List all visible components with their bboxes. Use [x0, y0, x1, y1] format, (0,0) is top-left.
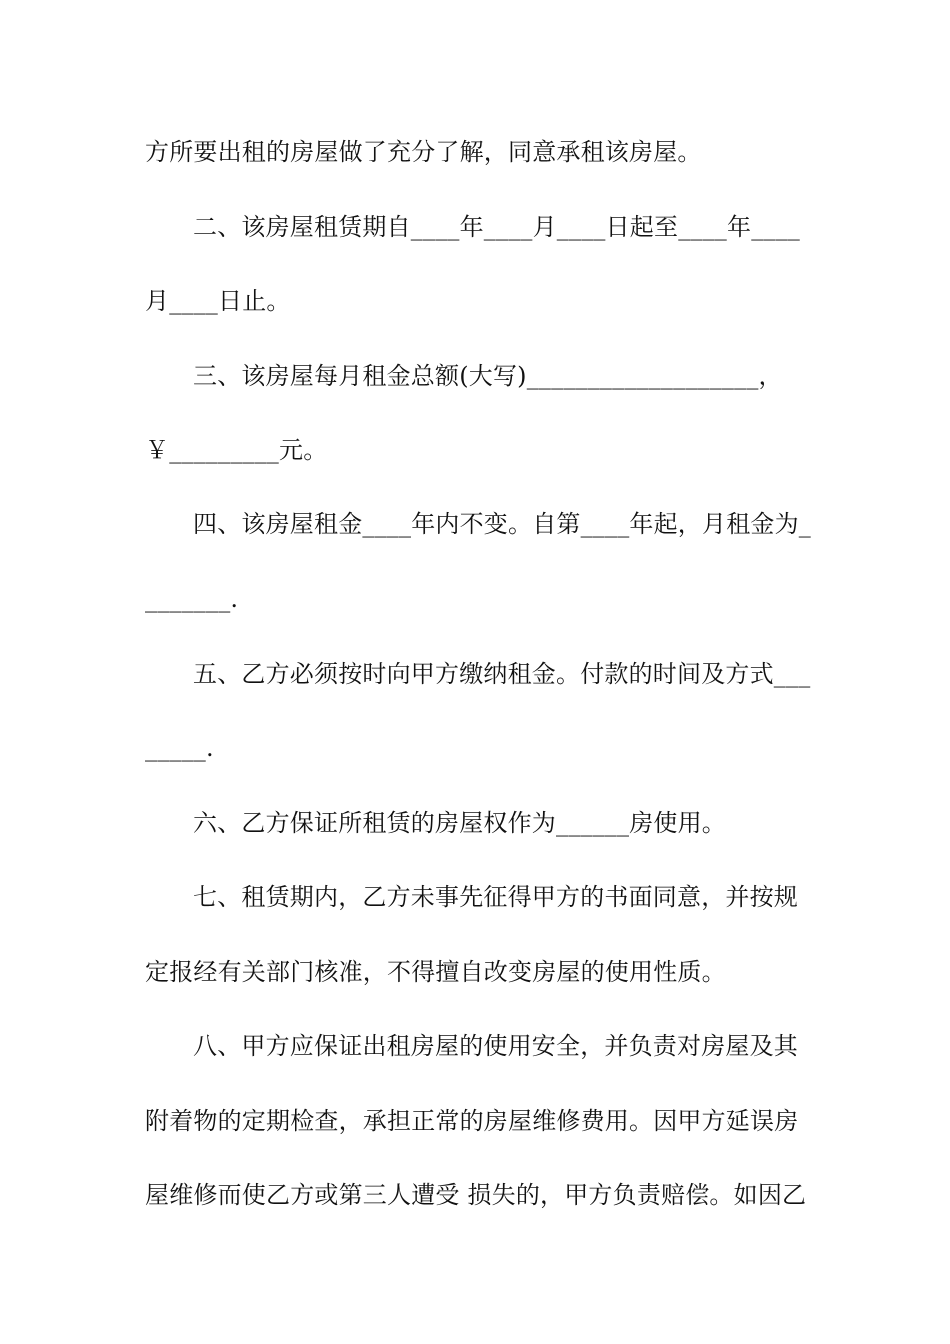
- text-line-1: 方所要出租的房屋做了充分了解，同意承租该房屋。: [145, 138, 702, 166]
- clause-4-line-1: 四、该房屋租金____年内不变。自第____年起，月租金为_: [193, 510, 811, 538]
- clause-3-line-2: ￥_________元。: [145, 436, 328, 464]
- clause-8-line-2: 附着物的定期检查，承担正常的房屋维修费用。因甲方延误房: [145, 1107, 799, 1135]
- clause-7-line-1: 七、租赁期内，乙方未事先征得甲方的书面同意，并按规: [193, 883, 798, 911]
- clause-7-line-2: 定报经有关部门核准，不得擅自改变房屋的使用性质。: [145, 958, 726, 986]
- clause-5-line-2: _____.: [145, 734, 214, 762]
- clause-4-line-2: _______.: [145, 585, 239, 613]
- clause-8-line-1: 八、甲方应保证出租房屋的使用安全，并负责对房屋及其: [193, 1032, 798, 1060]
- clause-5-line-1: 五、乙方必须按时向甲方缴纳租金。付款的时间及方式___: [193, 660, 811, 688]
- clause-2-line-1: 二、该房屋租赁期自____年____月____日起至____年____: [193, 213, 800, 241]
- clause-8-line-3: 屋维修而使乙方或第三人遭受 损失的，甲方负责赔偿。如因乙: [145, 1181, 807, 1209]
- clause-3-line-1: 三、该房屋每月租金总额(大写)___________________，: [193, 362, 783, 390]
- clause-6-line-1: 六、乙方保证所租赁的房屋权作为______房使用。: [193, 809, 726, 837]
- clause-2-line-2: 月____日止。: [145, 287, 291, 315]
